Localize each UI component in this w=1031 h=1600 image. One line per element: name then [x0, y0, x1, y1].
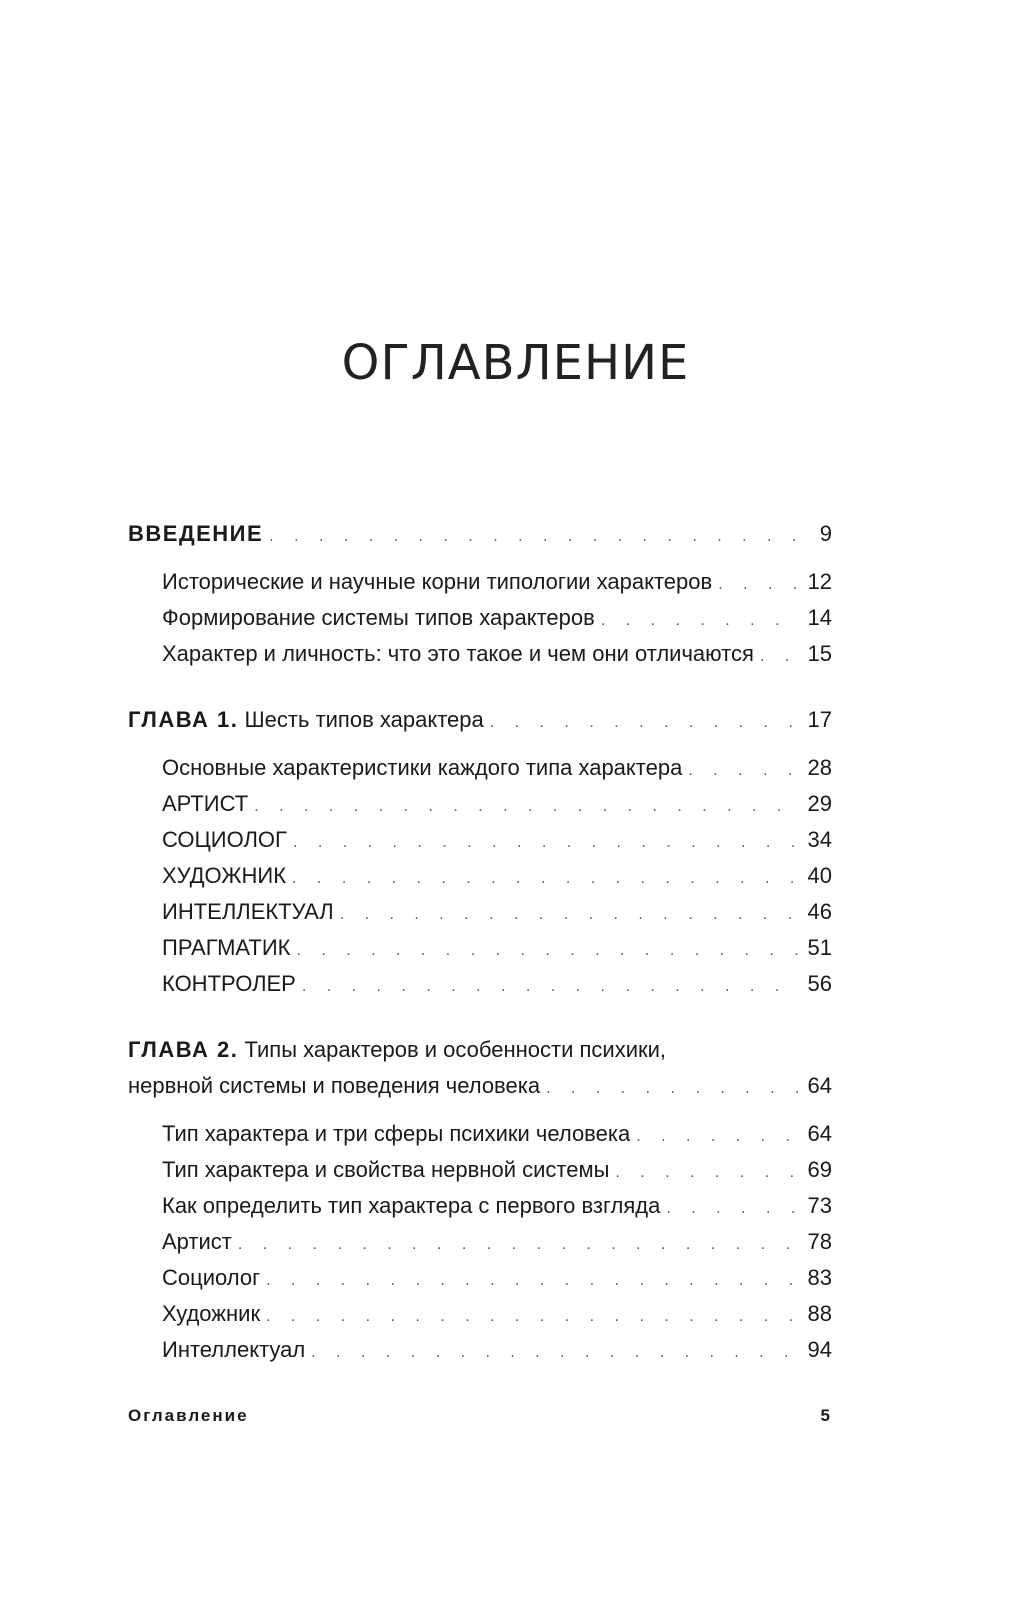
page-footer: [128, 1406, 832, 1426]
dot-leader: [254, 789, 798, 825]
dot-leader: [688, 753, 798, 789]
dot-leader: [718, 567, 798, 603]
page-number: 64: [807, 1073, 832, 1098]
entry-text: ПРАГМАТИК: [162, 935, 291, 960]
page-number: 9: [819, 521, 832, 546]
entry-text: ИНТЕЛЛЕКТУАЛ: [162, 899, 334, 924]
entry-text: Художник: [162, 1301, 261, 1326]
toc-subentry[interactable]: [128, 894, 832, 930]
chapter-prefix: ГЛАВА 1.: [128, 707, 239, 732]
toc-subentry[interactable]: [128, 564, 832, 600]
dot-leader: [340, 897, 798, 933]
page-number: 73: [807, 1193, 832, 1218]
dot-leader: [293, 825, 798, 861]
dot-leader: [266, 1263, 798, 1299]
toc-entry-chapter-1[interactable]: [128, 702, 832, 738]
page-title: ОГЛАВЛЕНИЕ: [341, 335, 690, 391]
toc-entry-chapter-2-line1[interactable]: [128, 1032, 832, 1068]
toc-entry-chapter-2[interactable]: [128, 1068, 832, 1104]
entry-text: Исторические и научные корни типологии характеров: [162, 569, 713, 594]
footer-page-number: 5: [820, 1406, 832, 1425]
toc-subentry[interactable]: [128, 1260, 832, 1296]
entry-text: Основные характеристики каждого типа характера: [162, 755, 683, 780]
toc-subentry[interactable]: [128, 786, 832, 822]
chapter-prefix: ГЛАВА 2.: [128, 1037, 239, 1062]
page-number: 29: [807, 791, 832, 816]
dot-leader: [269, 519, 798, 555]
page-number: 64: [807, 1121, 832, 1146]
page-number: 15: [807, 641, 832, 666]
entry-text: ХУДОЖНИК: [162, 863, 287, 888]
page-number: 78: [807, 1229, 832, 1254]
toc-subentry[interactable]: [128, 1296, 832, 1332]
dot-leader: [546, 1071, 798, 1107]
toc-subentry[interactable]: [128, 750, 832, 786]
entry-text: Формирование системы типов характеров: [162, 605, 595, 630]
toc-subentry[interactable]: [128, 822, 832, 858]
page-number: 88: [807, 1301, 832, 1326]
toc-subentry[interactable]: [128, 1224, 832, 1260]
dot-leader: [615, 1155, 798, 1191]
dot-leader: [238, 1227, 798, 1263]
entry-text: АРТИСТ: [162, 791, 249, 816]
page-number: 14: [807, 605, 832, 630]
toc-subentry[interactable]: [128, 966, 832, 1002]
entry-text: Социолог: [162, 1265, 261, 1290]
entry-text: Как определить тип характера с первого взгляда: [162, 1193, 661, 1218]
dot-leader: [490, 705, 798, 741]
entry-text: Тип характера и три сферы психики человека: [162, 1121, 631, 1146]
dot-leader: [311, 1335, 798, 1371]
intro-label: ВВЕДЕНИЕ: [128, 521, 264, 546]
chapter-title-line1: Типы характеров и особенности психики,: [244, 1037, 667, 1062]
table-of-contents: [128, 516, 832, 1368]
running-footer-section: Оглавление: [128, 1406, 249, 1425]
dot-leader: [636, 1119, 798, 1155]
toc-subentry[interactable]: [128, 636, 832, 672]
toc-subentry[interactable]: [128, 930, 832, 966]
toc-subentry[interactable]: [128, 858, 832, 894]
entry-text: КОНТРОЛЕР: [162, 971, 296, 996]
chapter-heading: [128, 702, 484, 738]
dot-leader: [666, 1191, 798, 1227]
page-number: 46: [807, 899, 832, 924]
page-number: 17: [807, 707, 832, 732]
page-number: 34: [807, 827, 832, 852]
dot-leader: [302, 969, 798, 1005]
chapter-title-line2: нервной системы и поведения человека: [128, 1073, 541, 1098]
dot-leader: [266, 1299, 798, 1335]
entry-text: Тип характера и свойства нервной системы: [162, 1157, 610, 1182]
page-number: 12: [807, 569, 832, 594]
chapter-title: Шесть типов характера: [244, 707, 484, 732]
dot-leader: [292, 861, 798, 897]
page-number: 40: [807, 863, 832, 888]
entry-text: Интеллектуал: [162, 1337, 306, 1362]
toc-subentry[interactable]: [128, 1188, 832, 1224]
entry-text: Артист: [162, 1229, 232, 1254]
toc-subentry[interactable]: [128, 600, 832, 636]
dot-leader: [760, 639, 798, 675]
entry-text: Характер и личность: что это такое и чем они отличаются: [162, 641, 754, 666]
toc-subentry[interactable]: [128, 1332, 832, 1368]
page-number: 69: [807, 1157, 832, 1182]
page-number: 51: [807, 935, 832, 960]
page-number: 28: [807, 755, 832, 780]
entry-text: СОЦИОЛОГ: [162, 827, 287, 852]
dot-leader: [296, 933, 798, 969]
toc-subentry[interactable]: [128, 1152, 832, 1188]
dot-leader: [601, 603, 798, 639]
page-number: 94: [807, 1337, 832, 1362]
page-number: 56: [807, 971, 832, 996]
toc-subentry[interactable]: [128, 1116, 832, 1152]
page-number: 83: [807, 1265, 832, 1290]
toc-entry-intro[interactable]: [128, 516, 832, 552]
